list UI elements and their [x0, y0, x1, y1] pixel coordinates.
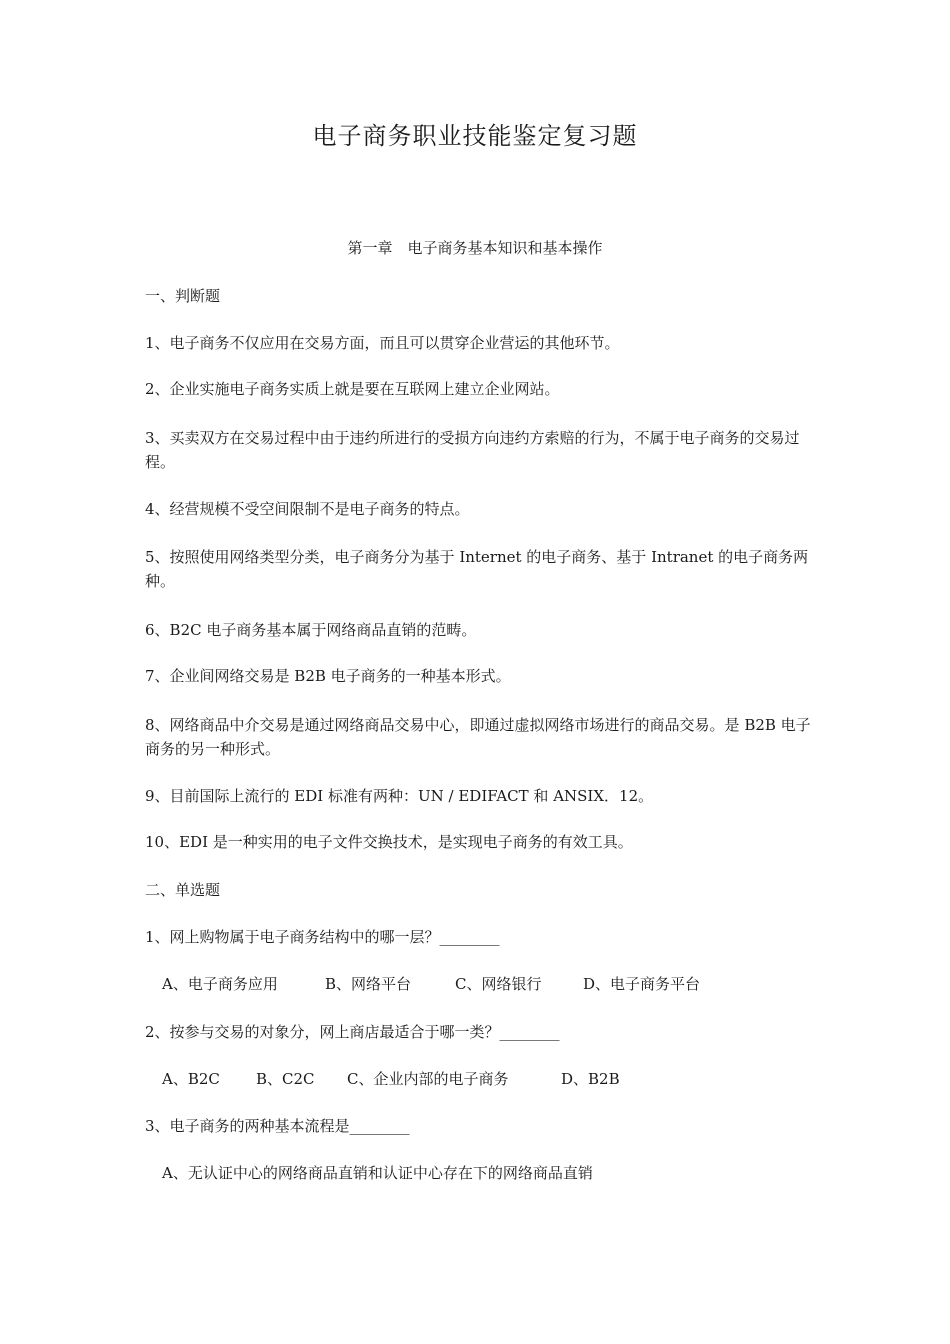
q2-option-a: A、B2C [162, 1070, 220, 1088]
q2-option-c: C、企业内部的电子商务 [347, 1070, 509, 1088]
judge-item-6: 6、B2C 电子商务基本属于网络商品直销的范畴。 [145, 621, 477, 639]
judge-item-7: 7、企业间网络交易是 B2B 电子商务的一种基本形式。 [145, 667, 511, 685]
judge-item-1: 1、电子商务不仅应用在交易方面，而且可以贯穿企业营运的其他环节。 [145, 334, 620, 352]
single-question-2: 2、按参与交易的对象分，网上商店最适合于哪一类？________ [145, 1023, 560, 1041]
document-title: 电子商务职业技能鉴定复习题 [312, 122, 638, 150]
section-heading-single: 二、单选题 [145, 881, 221, 899]
chapter-heading: 第一章 电子商务基本知识和基本操作 [347, 239, 603, 257]
q2-option-b: B、C2C [256, 1070, 315, 1088]
q2-option-d: D、B2B [561, 1070, 620, 1088]
judge-item-5: 5、按照使用网络类型分类，电子商务分为基于 Internet 的电子商务、基于 Intranet 的电子商务两种。 [145, 548, 809, 590]
q1-option-b: B、网络平台 [325, 975, 412, 993]
q1-option-d: D、电子商务平台 [583, 975, 701, 993]
judge-item-10: 10、EDI 是一种实用的电子文件交换技术，是实现电子商务的有效工具。 [145, 833, 633, 851]
q3-option-a: A、无认证中心的网络商品直销和认证中心存在下的网络商品直销 [162, 1164, 593, 1182]
judge-item-4: 4、经营规模不受空间限制不是电子商务的特点。 [145, 500, 470, 518]
judge-item-2: 2、企业实施电子商务实质上就是要在互联网上建立企业网站。 [145, 380, 560, 398]
section-heading-judge: 一、判断题 [145, 287, 221, 305]
single-question-3: 3、电子商务的两种基本流程是________ [145, 1117, 410, 1135]
q1-option-c: C、网络银行 [455, 975, 542, 993]
q1-option-a: A、电子商务应用 [162, 975, 278, 993]
judge-item-3: 3、买卖双方在交易过程中由于违约所进行的受损方向违约方索赔的行为，不属于电子商务的交易过程。 [145, 429, 800, 471]
single-question-1: 1、网上购物属于电子商务结构中的哪一层？________ [145, 928, 500, 946]
judge-item-8: 8、网络商品中介交易是通过网络商品交易中心，即通过虚拟网络市场进行的商品交易。是 B2B 电子商务的另一种形式。 [145, 716, 811, 758]
judge-item-9: 9、目前国际上流行的 EDI 标准有两种：UN / EDIFACT 和 ANSIX．12。 [145, 787, 654, 805]
